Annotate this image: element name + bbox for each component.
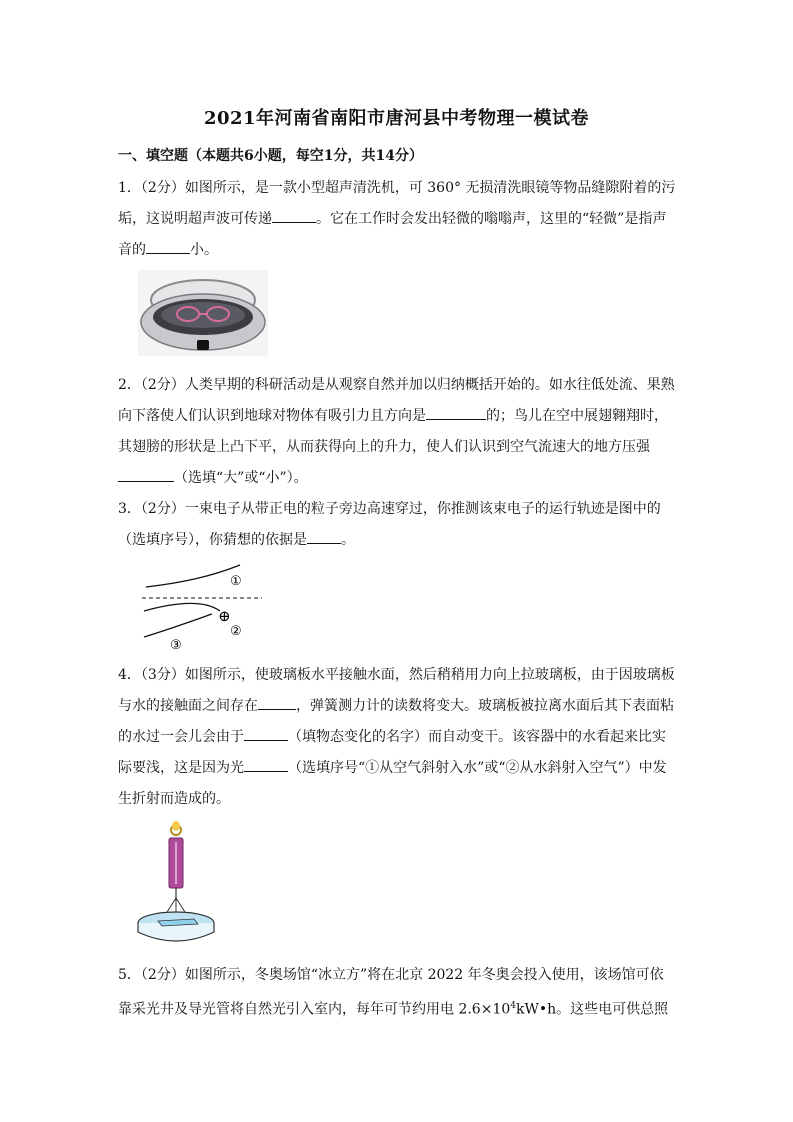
- trajectory-3: [144, 614, 212, 637]
- question-4-text-c: （填物态变化的名字）而自动变干。该容器中的水看起来比实际要浅，这是因为光: [118, 729, 666, 776]
- answer-blank[interactable]: [307, 529, 341, 544]
- trajectory-2: [144, 604, 220, 612]
- question-1-text-b: 。它在工作时会发出轻微的嗡嗡声，这里的“轻微”是指声音的: [118, 211, 667, 258]
- section-heading: 一、填空题（本题共6小题，每空1分，共14分）: [118, 148, 423, 164]
- dish-wall: [138, 923, 214, 941]
- answer-blank[interactable]: [258, 695, 296, 710]
- question-4: [118, 660, 676, 815]
- scale-top: [172, 821, 180, 831]
- question-3-text-a: 3．（2分）一束电子从带正电的粒子旁边高速穿过，你推测该束电子的运行轨迹是图中的: [118, 501, 661, 517]
- power-button: [197, 340, 209, 350]
- answer-blank[interactable]: [272, 208, 316, 223]
- label-2: ②: [230, 624, 242, 639]
- question-1: [118, 173, 676, 266]
- electron-trajectory-figure: [140, 563, 270, 653]
- answer-blank[interactable]: [118, 467, 174, 482]
- question-5-text-b: kW•h。这些电可供总照: [516, 1001, 669, 1018]
- positive-particle-icon: ⊕: [218, 607, 231, 625]
- question-2-text-c: （选填“大”或“小”）。: [174, 470, 308, 486]
- question-5: [118, 960, 676, 1026]
- spring-scale-figure: [134, 820, 224, 948]
- question-3-text-c: 。: [341, 532, 355, 548]
- question-4-text-d: （选填序号“①从空气斜射入水”或“②从水斜射入空气”）中发生折射而造成的。: [118, 760, 667, 807]
- question-2-text-b: 的；鸟儿在空中展翅翱翔时，其翅膀的形状是上凸下平，从而获得向上的升力，使人们认识到空气流速大的地方压强: [118, 408, 668, 455]
- question-1-text-a: 1．（2分）如图所示，是一款小型超声清洗机，可 360° 无损清洗眼镜等物品缝隙附着的污垢，这说明超声波可传递: [118, 180, 676, 227]
- ultrasonic-cleaner-figure: [138, 270, 268, 356]
- question-2-text-a: 2．（2分）人类早期的科研活动是从观察自然并加以归纳概括开始的。如水往低处流、果熟向下落使人们认识到地球对物体有吸引力且方向是: [118, 377, 675, 424]
- question-2: [118, 370, 676, 494]
- trajectory-1: [146, 565, 240, 587]
- question-3: [118, 494, 676, 556]
- question-5-text-a: 5．（2分）如图所示，冬奥场馆“冰立方”将在北京 2022 年冬奥会投入使用，该场馆可依靠采光井及导光管将自然光引入室内，每年可节约用电 2.6×10: [118, 967, 664, 1018]
- answer-blank[interactable]: [146, 239, 190, 254]
- question-3-text-b: （选填序号），你猜想的依据是: [118, 532, 307, 548]
- label-3: ③: [170, 638, 182, 653]
- question-4-text-a: 4．（3分）如图所示，使玻璃板水平接触水面，然后稍稍用力向上拉玻璃板，由于因玻璃板与水的接触面之间存在: [118, 667, 675, 714]
- answer-blank[interactable]: [244, 726, 288, 741]
- answer-blank[interactable]: [244, 757, 288, 772]
- label-1: ①: [230, 574, 242, 589]
- answer-blank[interactable]: [426, 405, 486, 420]
- exponent: 4: [510, 1001, 516, 1011]
- question-1-text-c: 小。: [190, 242, 218, 258]
- page-title: 2021年河南省南阳市唐河县中考物理一模试卷: [203, 108, 590, 129]
- question-4-text-b: ，弹簧测力计的读数将变大。玻璃板被拉离水面后其下表面粘的水过一会儿会由于: [118, 698, 674, 745]
